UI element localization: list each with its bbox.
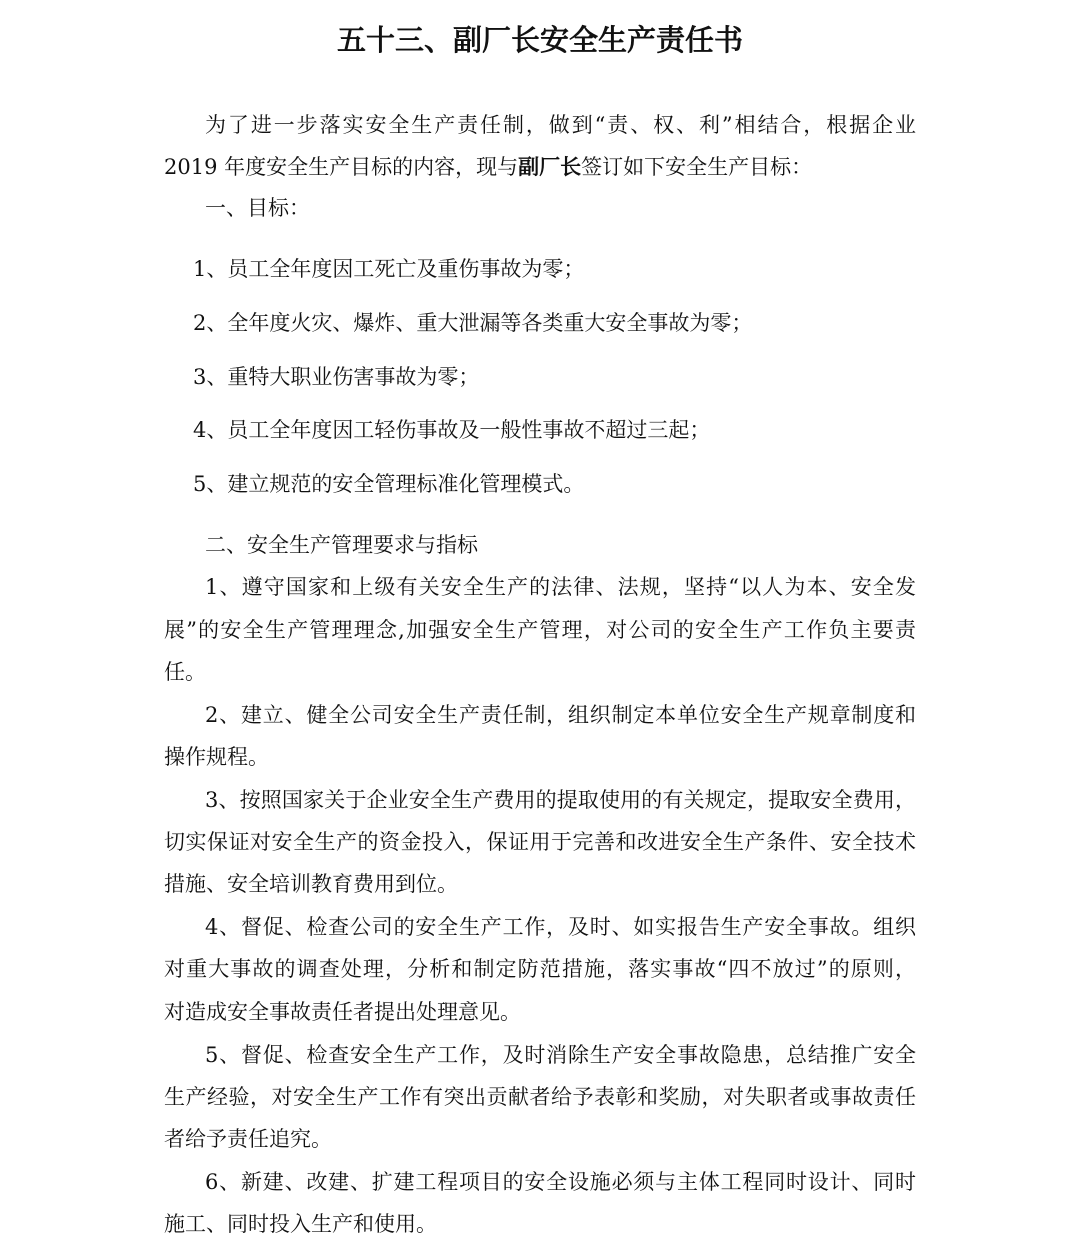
requirement-line: 5、督促、检查安全生产工作，及时消除生产安全事故隐患，总结推广安全 (205, 1043, 916, 1067)
section-heading: 二、安全生产管理要求与指标 (205, 533, 478, 557)
goal-item: 1、员工全年度因工死亡及重伤事故为零； (193, 257, 585, 281)
requirement-line: 展”的安全生产管理理念,加强安全生产管理，对公司的安全生产工作负主要责 (164, 618, 916, 642)
requirement-line: 生产经验，对安全生产工作有突出贡献者给予表彰和奖励，对失职者或事故责任 (164, 1085, 916, 1109)
requirement-line: 对重大事故的调查处理，分析和制定防范措施，落实事故“四不放过”的原则， (164, 957, 916, 981)
requirement-line: 操作规程。 (164, 745, 269, 769)
requirement-line: 6、新建、改建、扩建工程项目的安全设施必须与主体工程同时设计、同时 (205, 1170, 916, 1194)
intro-text: 签订如下安全生产目标： (581, 155, 813, 179)
requirement-line: 措施、安全培训教育费用到位。 (164, 872, 458, 896)
requirement-line: 4、督促、检查公司的安全生产工作，及时、如实报告生产安全事故。组织 (205, 915, 916, 939)
goal-item: 4、员工全年度因工轻伤事故及一般性事故不超过三起； (193, 418, 711, 442)
role-name: 副厂长 (518, 154, 582, 179)
intro-line: 为了进一步落实安全生产责任制，做到“责、权、利”相结合，根据企业 (205, 113, 916, 137)
document-title: 五十三、副厂长安全生产责任书 (336, 23, 743, 57)
goal-item: 5、建立规范的安全管理标准化管理模式。 (193, 472, 585, 496)
goal-item: 3、重特大职业伤害事故为零； (193, 365, 480, 389)
intro-text: 2019 年度安全生产目标的内容，现与 (164, 155, 519, 179)
requirement-line: 施工、同时投入生产和使用。 (164, 1212, 437, 1236)
intro-line (164, 152, 916, 182)
requirement-line: 任。 (164, 660, 206, 684)
requirement-line: 切实保证对安全生产的资金投入，保证用于完善和改进安全生产条件、安全技术 (164, 830, 916, 854)
requirement-line: 者给予责任追究。 (164, 1127, 332, 1151)
section-heading: 一、目标： (205, 196, 310, 220)
goal-item: 2、全年度火灾、爆炸、重大泄漏等各类重大安全事故为零； (193, 311, 753, 335)
requirement-line: 1、遵守国家和上级有关安全生产的法律、法规，坚持“以人为本、安全发 (205, 575, 916, 599)
requirement-line: 3、按照国家关于企业安全生产费用的提取使用的有关规定，提取安全费用， (205, 788, 916, 812)
requirement-line: 2、建立、健全公司安全生产责任制，组织制定本单位安全生产规章制度和 (205, 703, 916, 727)
requirement-line: 对造成安全事故责任者提出处理意见。 (164, 1000, 521, 1024)
